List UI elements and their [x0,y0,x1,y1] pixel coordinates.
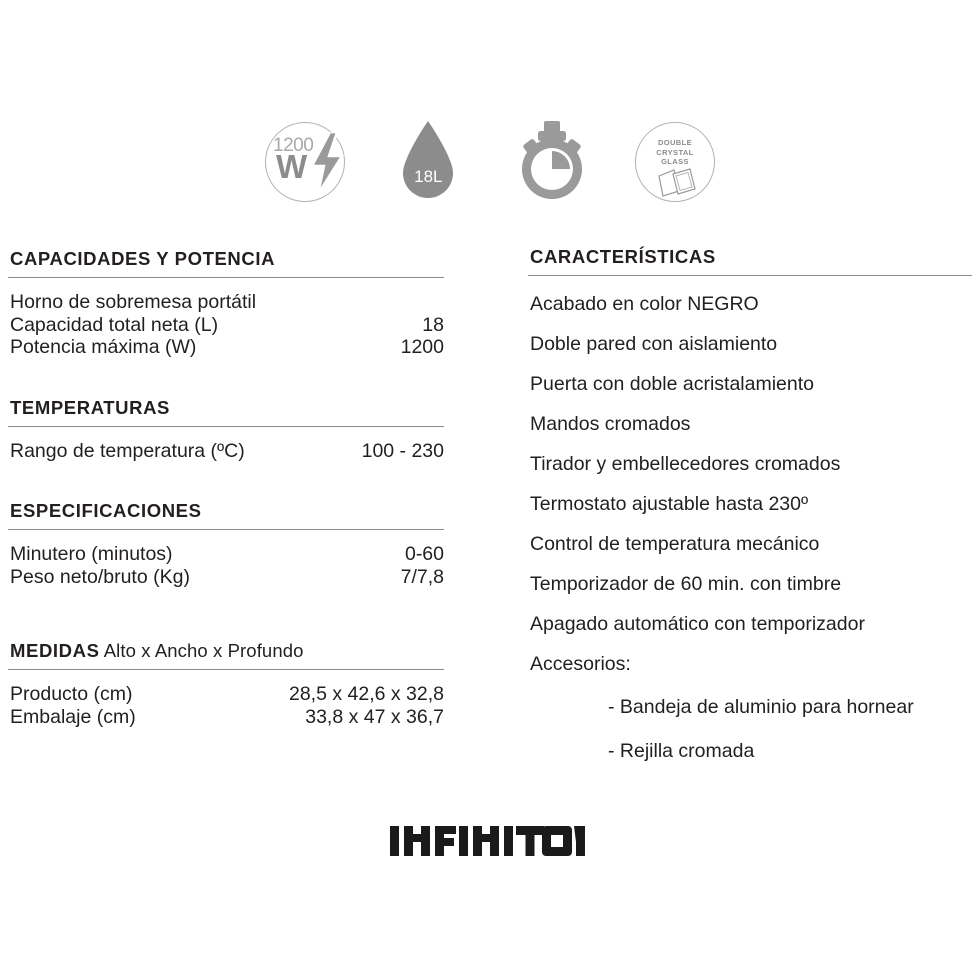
table-row [8,291,444,314]
row-value: 100 - 230 [361,439,444,462]
table-row [8,314,444,337]
water-drop-shape [395,119,461,205]
row-label: Peso neto/bruto (Kg) [10,565,190,588]
specifications-left-column [8,248,444,728]
feature-list [528,293,972,762]
drop-capacity-label: 18L [414,167,443,186]
glass-panes-icon [657,167,697,197]
row-value: 1200 [400,336,444,358]
row-value: 7/7,8 [400,565,444,588]
section-title-light: Alto x Ancho x Profundo [99,640,304,661]
row-value: 28,5 x 42,6 x 32,8 [288,683,444,705]
dcg-label-line1: DOUBLE [657,138,693,147]
table-row [8,543,444,566]
row-label: Producto (cm) [10,683,133,705]
table-row [8,336,444,359]
dcg-circle-outline [635,122,715,202]
section-divider [8,669,444,670]
table-row [8,566,444,589]
double-crystal-glass-icon [625,112,725,212]
list-item: Apagado automático con temporizador [530,613,865,635]
list-item: Temporizador de 60 min. con timbre [530,573,842,595]
row-label: Embalaje (cm) [10,705,136,728]
power-unit-letter: W [276,148,307,185]
table-row [8,706,444,729]
row-label: Minutero (minutos) [10,543,173,565]
power-1200w-icon [255,112,355,212]
timer-stopwatch-icon [502,112,602,212]
lightning-bolt-icon [310,132,344,194]
list-item-sub: - Bandeja de aluminio para hornear [608,696,914,718]
row-value: 33,8 x 47 x 36,7 [305,705,444,728]
list-item: Termostato ajustable hasta 230º [530,493,809,515]
section-divider [528,275,972,276]
section-title: TEMPERATURAS [10,396,170,418]
capacity-18l-drop-icon [378,112,478,212]
row-label: Capacidad total neta (L) [10,313,219,336]
section-rows [8,543,444,588]
row-label: Potencia máxima (W) [10,336,197,358]
dcg-label [636,138,714,167]
row-value: 18 [422,313,444,336]
section-divider [8,277,444,278]
section-especificaciones [8,500,444,588]
list-item: Puerta con doble acristalamiento [530,373,814,395]
brand-logo [0,818,976,869]
table-row [8,683,444,706]
section-title: CARACTERÍSTICAS [530,246,716,267]
power-wattage-number: 1200 [273,135,314,156]
list-item: Tirador y embellecedores cromados [530,453,841,475]
row-value: 0-60 [404,543,444,565]
power-circle-outline [265,122,345,202]
section-title: CAPACIDADES Y POTENCIA [10,248,276,269]
section-divider [8,529,444,530]
section-rows [8,440,444,463]
caracteristicas-right-column [528,246,972,762]
section-divider [8,426,444,427]
section-temperaturas [8,397,444,463]
list-item: Acabado en color NEGRO [530,293,759,315]
dcg-label-line2: CRYSTAL [656,147,694,157]
section-rows [8,683,444,728]
list-item: Control de temperatura mecánico [530,533,820,555]
section-rows [8,291,444,359]
table-row [8,440,444,463]
section-capacidades-y-potencia [8,248,444,359]
section-title: ESPECIFICACIONES [10,500,202,521]
row-label: Rango de temperatura (ºC) [10,439,245,462]
row-label: Horno de sobremesa portátil [10,291,257,313]
infiniton-wordmark [388,818,588,864]
section-medidas [8,640,444,728]
list-item: Mandos cromados [530,413,691,435]
list-item: Doble pared con aislamiento [530,333,778,355]
section-title-strong: MEDIDAS [10,640,100,661]
feature-icon-strip [255,112,725,212]
section-title [8,640,444,662]
dcg-label-line3: GLASS [661,157,689,166]
list-item-sub: - Rejilla cromada [608,740,755,762]
stopwatch-shape [515,121,589,203]
list-item: Accesorios: [530,653,631,675]
